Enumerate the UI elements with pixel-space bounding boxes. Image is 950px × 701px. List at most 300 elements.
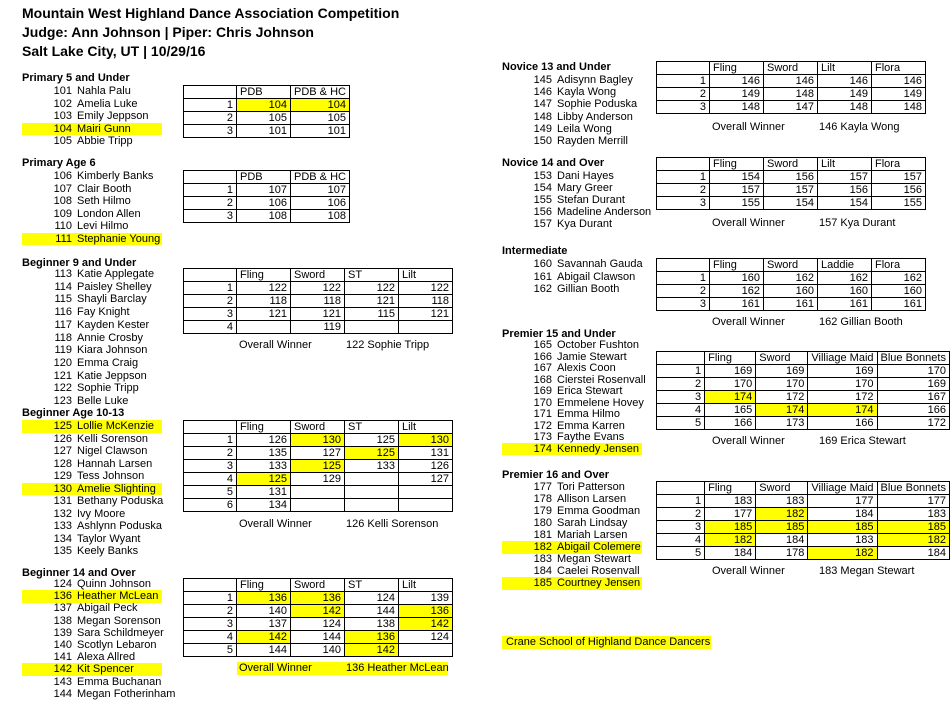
score-cell: 182 — [808, 547, 877, 560]
results-table-premier-16-and-over — [656, 481, 950, 560]
score-cell: 156 — [764, 171, 818, 184]
competitor-row — [502, 271, 642, 284]
competitor-name: Clair Booth — [77, 182, 132, 195]
competitor-row — [502, 577, 642, 590]
score-cell: 182 — [705, 534, 756, 547]
score-cell: 160 — [710, 272, 764, 285]
competitor-row — [22, 508, 162, 521]
table-header-cell: Flora — [872, 259, 926, 272]
score-cell: 133 — [237, 460, 291, 473]
score-cell: 174 — [705, 391, 756, 404]
score-cell: 162 — [710, 285, 764, 298]
place-cell: 2 — [184, 295, 237, 308]
score-cell: 156 — [872, 184, 926, 197]
results-table-novice-14-and-over — [656, 157, 926, 210]
score-cell: 124 — [399, 631, 453, 644]
competitor-number: 184 — [533, 565, 552, 577]
score-cell: 149 — [710, 88, 764, 101]
competitor-row — [22, 281, 162, 294]
table-header-cell: ST — [345, 421, 399, 434]
competitor-number: 185 — [533, 577, 552, 589]
score-cell — [345, 321, 399, 334]
competitor-number: 145 — [533, 74, 552, 86]
competitor-number: 135 — [53, 545, 72, 557]
table-header-cell: ST — [345, 579, 399, 592]
table-row — [657, 495, 950, 508]
place-cell: 2 — [657, 378, 705, 391]
score-cell: 108 — [291, 210, 350, 223]
overall-winner-line — [710, 316, 921, 329]
table-row — [184, 499, 453, 512]
competitor-row — [22, 170, 162, 183]
score-cell: 160 — [872, 285, 926, 298]
results-table-novice-13-and-under — [656, 61, 926, 114]
score-cell: 148 — [818, 101, 872, 114]
competitor-name: Nigel Clawson — [77, 445, 148, 457]
score-cell: 125 — [237, 473, 291, 486]
section-title-novice-13-and-under: Novice 13 and Under — [502, 61, 611, 73]
doc-location-date-line: Salt Lake City, UT | 10/29/16 — [22, 43, 206, 59]
competitor-name: Ashlynn Poduska — [77, 520, 162, 532]
score-cell: 157 — [818, 171, 872, 184]
table-header-cell: Fling — [237, 269, 291, 282]
competitor-row — [22, 382, 162, 395]
competitor-name: Cierstei Rosenvall — [557, 373, 646, 386]
table-row — [184, 592, 453, 605]
place-cell: 3 — [184, 308, 237, 321]
place-cell: 1 — [184, 99, 237, 112]
table-header-row — [657, 62, 926, 75]
competitor-name: Kiara Johnson — [77, 344, 148, 357]
competitor-row — [22, 344, 162, 357]
competitor-number: 118 — [54, 331, 72, 344]
competitor-row — [22, 445, 162, 458]
overall-winner-label: Overall Winner — [712, 217, 785, 229]
competitor-name: Kya Durant — [557, 217, 613, 230]
place-cell: 2 — [657, 88, 710, 101]
competitor-number: 101 — [53, 85, 72, 97]
competitor-row — [22, 110, 162, 123]
table-row — [657, 521, 950, 534]
competitor-row — [22, 319, 162, 332]
score-cell: 140 — [291, 644, 345, 657]
score-cell: 146 — [872, 75, 926, 88]
score-cell: 136 — [399, 605, 453, 618]
competitor-number: 127 — [53, 445, 72, 457]
competitor-row — [502, 218, 642, 231]
score-cell: 161 — [818, 298, 872, 311]
score-cell: 154 — [818, 197, 872, 210]
score-cell: 173 — [756, 417, 808, 430]
place-cell: 1 — [184, 282, 237, 295]
competitor-row — [22, 85, 162, 98]
score-cell: 144 — [291, 631, 345, 644]
table-row — [184, 473, 453, 486]
competitor-number: 178 — [533, 493, 552, 505]
table-header-cell: Fling — [710, 259, 764, 272]
competitor-name: Mary Greer — [557, 181, 613, 194]
competitor-number: 130 — [53, 482, 72, 495]
score-cell: 182 — [877, 534, 949, 547]
place-cell: 3 — [657, 521, 705, 534]
place-cell: 6 — [184, 499, 237, 512]
competitor-number: 177 — [533, 481, 552, 493]
score-cell: 154 — [764, 197, 818, 210]
table-row — [657, 298, 926, 311]
competitor-name: Quinn Johnson — [77, 578, 151, 590]
table-row — [184, 460, 453, 473]
place-cell: 4 — [657, 534, 705, 547]
overall-winner-value: 136 Heather McLean — [346, 662, 449, 674]
competitor-name: Sarah Lindsay — [557, 517, 628, 529]
overall-winner-value: 146 Kayla Wong — [819, 121, 900, 133]
competitor-name: Emma Hilmo — [557, 408, 620, 420]
competitor-number: 125 — [53, 420, 72, 432]
table-header-cell: Sword — [291, 579, 345, 592]
overall-winner-label: Overall Winner — [712, 435, 785, 447]
competitor-number: 119 — [54, 344, 72, 357]
overall-winner-label: Overall Winner — [712, 565, 785, 577]
competitor-name: Stefan Durant — [557, 193, 625, 206]
competitor-number: 123 — [53, 395, 72, 407]
competitor-row — [22, 357, 162, 370]
table-header-cell: Fling — [237, 421, 291, 434]
table-header-cell: Villiage Maid — [808, 352, 877, 365]
competitor-name: Emily Jeppson — [77, 110, 149, 122]
competitor-number: 155 — [533, 193, 552, 206]
competitor-name: Ivy Moore — [77, 507, 126, 520]
competitor-number: 181 — [533, 529, 552, 541]
table-header-row — [184, 421, 453, 434]
competitor-row — [502, 505, 642, 518]
competitor-name: Megan Fotherinham — [77, 687, 176, 700]
footer-note-text: Crane School of Highland Dance Dancers — [506, 636, 711, 648]
score-cell: 169 — [756, 365, 808, 378]
competitor-row — [22, 98, 162, 111]
table-row — [184, 184, 350, 197]
table-row — [184, 618, 453, 631]
table-row — [657, 75, 926, 88]
competitor-number: 140 — [53, 639, 72, 651]
score-cell: 170 — [808, 378, 877, 391]
score-cell: 183 — [877, 508, 949, 521]
score-cell — [399, 486, 453, 499]
competitor-name: Abigail Colemere — [557, 541, 641, 553]
table-row — [184, 644, 453, 657]
competitor-name: Emma Craig — [77, 356, 139, 369]
competitor-name: Faythe Evans — [557, 431, 625, 443]
score-cell — [345, 473, 399, 486]
competitor-number: 106 — [53, 170, 72, 182]
score-cell: 106 — [291, 197, 350, 210]
doc-title: Mountain West Highland Dance Association Competition — [22, 5, 400, 21]
place-cell: 1 — [184, 592, 237, 605]
competitor-name: Kayla Wong — [557, 86, 617, 99]
competitor-row — [22, 545, 162, 558]
table-header-cell: Fling — [705, 352, 756, 365]
place-cell: 5 — [184, 644, 237, 657]
competitor-number: 114 — [54, 280, 72, 293]
table-header-cell — [184, 579, 237, 592]
competitor-row — [502, 553, 642, 566]
competitor-name: Heather McLean — [77, 590, 159, 603]
competitor-row — [22, 520, 162, 533]
score-cell: 155 — [872, 197, 926, 210]
competitor-name: Abbie Tripp — [77, 135, 133, 147]
score-cell: 101 — [237, 125, 291, 138]
competitor-number: 126 — [53, 432, 72, 445]
competitor-name: Nahla Palu — [77, 85, 131, 97]
score-cell: 185 — [756, 521, 808, 534]
competitor-name: Erica Stewart — [557, 385, 623, 397]
competitor-name: Taylor Wyant — [77, 532, 141, 545]
score-cell: 185 — [808, 521, 877, 534]
competitor-number: 137 — [53, 602, 72, 615]
competitor-number: 108 — [53, 195, 72, 207]
score-cell: 149 — [818, 88, 872, 101]
table-row — [184, 282, 453, 295]
table-header-cell: Fling — [710, 158, 764, 171]
table-row — [657, 197, 926, 210]
place-cell: 2 — [184, 197, 237, 210]
table-header-cell: Flora — [872, 158, 926, 171]
table-header-cell: Sword — [756, 482, 808, 495]
score-cell: 169 — [808, 365, 877, 378]
competitor-number: 180 — [533, 517, 552, 529]
score-cell: 125 — [291, 460, 345, 473]
table-header-cell: Laddie — [818, 259, 872, 272]
competitor-name: Sophie Poduska — [557, 98, 638, 111]
score-cell: 160 — [764, 285, 818, 298]
score-cell: 165 — [705, 404, 756, 417]
competitor-row — [22, 590, 162, 603]
competitor-name: Bethany Poduska — [77, 495, 164, 507]
competitor-number: 146 — [533, 86, 552, 99]
competitor-number: 115 — [54, 293, 72, 306]
overall-winner-value: 169 Erica Stewart — [819, 435, 906, 447]
table-row — [657, 171, 926, 184]
score-cell: 122 — [237, 282, 291, 295]
table-header-cell: Lilt — [818, 62, 872, 75]
overall-winner-value: 126 Kelli Sorenson — [346, 518, 439, 530]
table-header-cell — [657, 158, 710, 171]
score-cell: 161 — [872, 298, 926, 311]
competitor-name: Kayden Kester — [77, 318, 150, 331]
competitor-number: 120 — [53, 356, 72, 369]
competitor-number: 131 — [53, 495, 72, 507]
table-row — [184, 447, 453, 460]
competitor-name: Sophie Tripp — [77, 382, 139, 395]
score-cell: 146 — [818, 75, 872, 88]
competitor-number: 105 — [53, 135, 72, 147]
section-title-premier-16-and-over: Premier 16 and Over — [502, 469, 610, 481]
score-cell — [399, 499, 453, 512]
competitor-row — [502, 283, 642, 296]
competitor-name: Paisley Shelley — [77, 280, 152, 293]
table-header-cell: PDB & HC — [291, 86, 350, 99]
section-title-novice-14-and-over: Novice 14 and Over — [502, 157, 605, 169]
competitor-name: Mairi Gunn — [77, 122, 131, 135]
competitor-number: 173 — [533, 431, 552, 443]
competitor-name: Courtney Jensen — [557, 577, 641, 589]
competitor-number: 134 — [53, 532, 72, 545]
score-cell: 161 — [710, 298, 764, 311]
overall-winner-value: 183 Megan Stewart — [819, 565, 915, 577]
place-cell: 4 — [184, 631, 237, 644]
competitor-row — [22, 220, 162, 233]
competitor-row — [502, 123, 642, 136]
table-header-row — [657, 259, 926, 272]
footer-note-highlight — [502, 636, 711, 649]
place-cell: 1 — [184, 434, 237, 447]
table-row — [184, 486, 453, 499]
score-cell: 148 — [764, 88, 818, 101]
place-cell: 1 — [657, 171, 710, 184]
competitor-name: Allison Larsen — [557, 493, 627, 505]
score-cell: 126 — [399, 460, 453, 473]
competitor-number: 102 — [53, 97, 72, 110]
score-cell: 155 — [710, 197, 764, 210]
competitor-row — [22, 420, 162, 433]
place-cell: 2 — [657, 184, 710, 197]
competitor-name: Megan Sorenson — [77, 614, 161, 627]
overall-winner-line — [237, 339, 448, 352]
competitor-row — [502, 443, 642, 456]
competitor-row — [22, 495, 162, 508]
competitor-name: Keely Banks — [77, 545, 139, 557]
score-cell: 142 — [291, 605, 345, 618]
score-cell: 166 — [808, 417, 877, 430]
competitor-name: Katie Jeppson — [77, 369, 147, 382]
score-cell: 166 — [877, 404, 949, 417]
score-cell: 177 — [877, 495, 949, 508]
competitor-row — [22, 578, 162, 591]
competitor-number: 179 — [533, 505, 552, 517]
competitor-number: 162 — [533, 283, 552, 295]
competitor-number: 141 — [53, 651, 72, 664]
competitor-row — [22, 483, 162, 496]
competitor-name: Fay Knight — [77, 306, 130, 319]
competitor-name: Seth Hilmo — [77, 195, 131, 207]
competitor-number: 144 — [53, 687, 72, 700]
table-row — [657, 365, 950, 378]
place-cell: 2 — [184, 112, 237, 125]
competitor-number: 167 — [533, 362, 552, 374]
overall-winner-line — [710, 435, 921, 448]
results-table-primary-age-6 — [183, 170, 350, 223]
competitor-name: Rayden Merrill — [557, 135, 628, 147]
score-cell: 147 — [764, 101, 818, 114]
score-cell: 101 — [291, 125, 350, 138]
score-cell: 130 — [291, 434, 345, 447]
table-header-cell: Lilt — [399, 421, 453, 434]
score-cell: 184 — [705, 547, 756, 560]
competitor-name: Lollie McKenzie — [77, 420, 155, 432]
table-header-cell — [657, 352, 705, 365]
competitor-number: 143 — [53, 675, 72, 688]
competitor-row — [22, 627, 162, 640]
competitor-name: Dani Hayes — [557, 170, 614, 182]
results-table-intermediate — [656, 258, 926, 311]
competitor-name: October Fushton — [557, 339, 639, 351]
competitor-row — [502, 529, 642, 542]
competitor-name: Sara Schildmeyer — [77, 626, 164, 639]
results-table-beginner-9-and-under — [183, 268, 453, 334]
table-header-cell — [184, 171, 237, 184]
competitor-name: Libby Anderson — [557, 110, 633, 123]
place-cell: 3 — [657, 391, 705, 404]
score-cell: 121 — [399, 308, 453, 321]
score-cell: 127 — [291, 447, 345, 460]
competitor-row — [502, 98, 642, 111]
table-header-cell: Lilt — [399, 269, 453, 282]
competitor-name: Kennedy Jensen — [557, 442, 639, 455]
table-header-cell — [184, 421, 237, 434]
competitor-row — [22, 183, 162, 196]
score-cell: 146 — [764, 75, 818, 88]
score-cell: 125 — [345, 447, 399, 460]
table-row — [657, 184, 926, 197]
competitor-row — [22, 306, 162, 319]
table-row — [657, 404, 950, 417]
competitor-row — [502, 541, 642, 554]
score-cell: 167 — [877, 391, 949, 404]
competitor-number: 165 — [533, 339, 552, 351]
score-cell: 106 — [237, 197, 291, 210]
competitor-name: Katie Applegate — [77, 268, 155, 280]
score-cell: 122 — [345, 282, 399, 295]
overall-winner-label: Overall Winner — [239, 662, 312, 674]
table-header-cell — [657, 259, 710, 272]
table-header-row — [657, 352, 950, 365]
score-cell — [291, 499, 345, 512]
competitor-number: 128 — [53, 457, 72, 470]
score-cell: 172 — [877, 417, 949, 430]
table-header-cell — [657, 62, 710, 75]
table-header-row — [657, 482, 950, 495]
competitor-number: 124 — [53, 578, 72, 590]
competitor-row — [502, 194, 642, 207]
table-header-cell — [184, 269, 237, 282]
table-header-cell — [184, 86, 237, 99]
score-cell: 184 — [756, 534, 808, 547]
competitor-number: 133 — [53, 520, 72, 532]
score-cell: 142 — [237, 631, 291, 644]
score-cell: 183 — [705, 495, 756, 508]
competitor-number: 111 — [55, 232, 72, 245]
results-table-premier-15-and-under — [656, 351, 950, 430]
competitor-name: Gillian Booth — [557, 283, 620, 295]
results-table-primary-5-and-under — [183, 85, 350, 138]
place-cell: 1 — [657, 272, 710, 285]
competitor-name: Alexis Coon — [557, 362, 616, 374]
score-cell: 177 — [808, 495, 877, 508]
score-cell: 162 — [764, 272, 818, 285]
competitor-name: Emma Goodman — [557, 505, 641, 517]
table-header-row — [657, 158, 926, 171]
section-title-premier-15-and-under: Premier 15 and Under — [502, 328, 616, 340]
score-cell: 124 — [345, 592, 399, 605]
competitor-row — [22, 332, 162, 345]
score-cell: 170 — [756, 378, 808, 391]
place-cell: 1 — [657, 495, 705, 508]
place-cell: 3 — [184, 618, 237, 631]
competitor-row — [502, 182, 642, 195]
table-header-cell: Sword — [764, 259, 818, 272]
score-cell: 136 — [291, 592, 345, 605]
place-cell: 5 — [657, 547, 705, 560]
competitor-number: 166 — [533, 350, 552, 363]
